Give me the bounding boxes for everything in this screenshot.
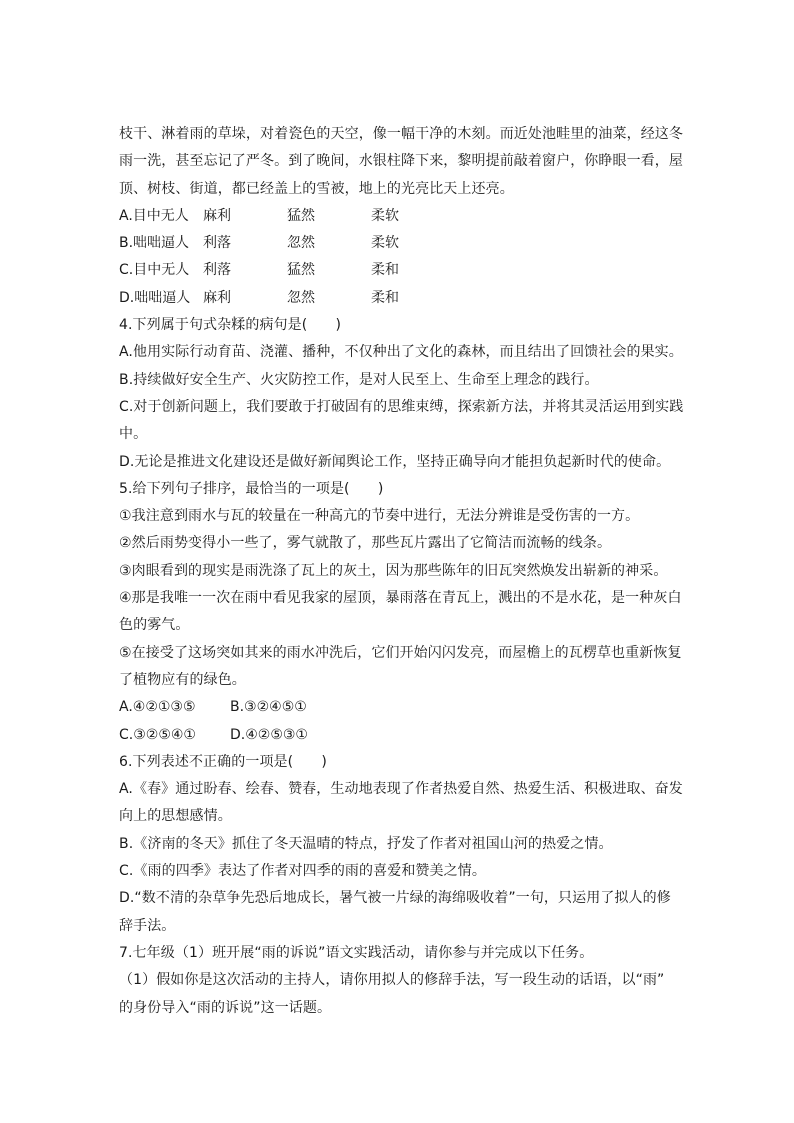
option-word: 柔软 xyxy=(371,207,399,224)
q5-options-row xyxy=(119,722,689,749)
q4-line: D.无论是推进文化建设还是做好新闻舆论工作，坚持正确导向才能担负起新时代的使命。 xyxy=(119,453,671,470)
q6-line: D.“数不清的杂草争先恐后地成长，暑气被一片绿的海绵吸收着”一句，只运用了拟人的修 xyxy=(119,890,671,907)
exam-page xyxy=(119,121,689,1022)
q5-option: C.③②⑤④① xyxy=(119,726,196,743)
q4-line: B.持续做好安全生产、火灾防控工作，是对人民至上、生命至上理念的践行。 xyxy=(119,371,599,388)
q5-option: B.③②④⑤① xyxy=(230,699,307,716)
q5-sentence: ⑤在接受了这场突如其来的雨水冲洗后，它们开始闪闪发亮，而屋檐上的瓦楞草也重新恢复 xyxy=(119,644,682,661)
option-word: 利落 xyxy=(203,235,231,252)
q4-line: A.他用实际行动育苗、浇灌、播种，不仅种出了文化的森林，而且结出了回馈社会的果实。 xyxy=(119,344,683,361)
question-4-stem: 4.下列属于句式杂糅的病句是( ) xyxy=(119,317,342,334)
q7-line: 的身份导入“雨的诉说”这一话题。 xyxy=(119,999,332,1016)
option-word: D.咄咄逼人 xyxy=(119,289,191,306)
question-6-stem: 6.下列表述不正确的一项是( ) xyxy=(119,753,327,770)
question-7-stem: 7.七年级（1）班开展“雨的诉说”语文实践活动，请你参与并完成以下任务。 xyxy=(119,944,594,961)
option-word: 猛然 xyxy=(287,262,315,279)
passage-line: 雨一洗，甚至忘记了严冬。到了晚间，水银柱降下来，黎明提前敲着窗户，你睁眼一看，屋 xyxy=(119,153,683,170)
q7-line: （1）假如你是这次活动的主持人，请你用拟人的修辞手法，写一段生动的话语，以“雨” xyxy=(119,972,665,989)
option-word: 麻利 xyxy=(203,207,231,224)
q5-option: D.④②⑤③① xyxy=(230,726,308,743)
q5-sentence: ④那是我唯一一次在雨中看见我家的屋顶，暴雨落在青瓦上，溅出的不是水花，是一种灰白 xyxy=(119,590,682,607)
q5-sentence: ③肉眼看到的现实是雨洗涤了瓦上的灰土，因为那些陈年的旧瓦突然焕发出崭新的神采。 xyxy=(119,562,668,579)
option-word: 猛然 xyxy=(287,207,315,224)
q3-option-d xyxy=(119,285,689,312)
option-word: 柔软 xyxy=(371,235,399,252)
option-word: 麻利 xyxy=(203,289,231,306)
passage-line: 顶、树枝、街道，都已经盖上的雪被，地上的光亮比天上还亮。 xyxy=(119,180,514,197)
passage-line: 枝干、淋着雨的草垛，对着瓷色的天空，像一幅干净的木刻。而近处池畦里的油菜，经这冬 xyxy=(119,126,683,142)
option-word: B.咄咄逼人 xyxy=(119,235,190,252)
option-word: 利落 xyxy=(203,262,231,279)
q3-option-c xyxy=(119,257,689,284)
q6-line: 辞手法。 xyxy=(119,917,176,934)
q5-sentence: 了植物应有的绿色。 xyxy=(119,671,246,688)
q6-line: B.《济南的冬天》抓住了冬天温晴的特点，抒发了作者对祖国山河的热爱之情。 xyxy=(119,835,613,852)
q3-option-b xyxy=(119,230,689,257)
option-word: 柔和 xyxy=(371,262,399,279)
q3-option-a xyxy=(119,203,689,230)
q5-sentence: ①我注意到雨水与瓦的较量在一种高亢的节奏中进行，无法分辨谁是受伤害的一方。 xyxy=(119,508,640,525)
q5-sentence: 色的雾气。 xyxy=(119,617,190,634)
q4-line: 中。 xyxy=(119,426,148,443)
option-word: C.目中无人 xyxy=(119,262,190,279)
q5-options-row xyxy=(119,694,689,721)
option-word: A.目中无人 xyxy=(119,207,189,224)
q6-line: A.《春》通过盼春、绘春、赞春，生动地表现了作者热爱自然、热爱生活、积极进取、奋发 xyxy=(119,781,683,798)
question-5-stem: 5.给下列句子排序，最恰当的一项是( ) xyxy=(119,480,384,497)
option-word: 忽然 xyxy=(287,289,315,306)
q5-option: A.④②①③⑤ xyxy=(119,699,196,716)
option-word: 忽然 xyxy=(287,235,315,252)
q6-line: C.《雨的四季》表达了作者对四季的雨的喜爱和赞美之情。 xyxy=(119,863,486,880)
q5-sentence: ②然后雨势变得小一些了，雾气就散了，那些瓦片露出了它简洁而流畅的线条。 xyxy=(119,535,612,552)
q6-line: 向上的思想感情。 xyxy=(119,808,232,825)
q4-line: C.对于创新问题上，我们要敢于打破固有的思维束缚，探索新方法，并将其灵活运用到实践 xyxy=(119,398,684,415)
option-word: 柔和 xyxy=(371,289,399,306)
